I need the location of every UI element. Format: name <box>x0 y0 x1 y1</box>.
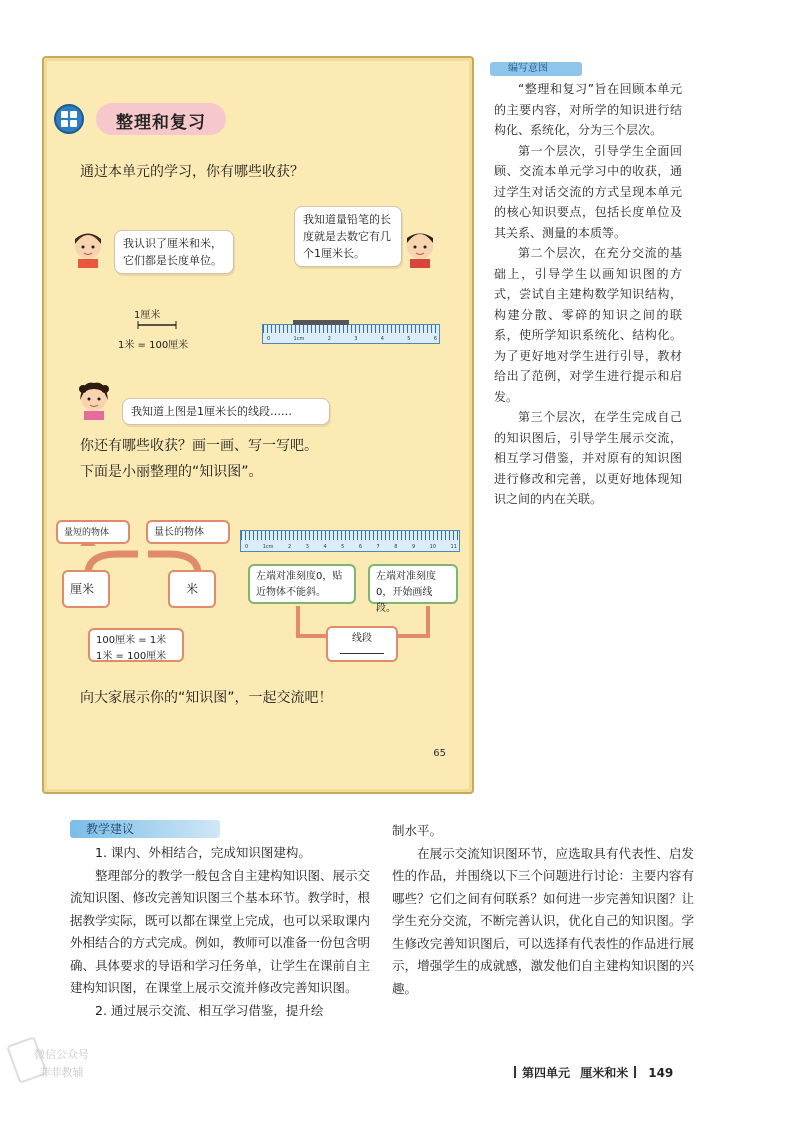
side-note-p1: “整理和复习”旨在回顾本单元的主要内容，对所学的知识进行结构化、系统化，分为三个层次。 <box>494 82 682 137</box>
speech-bubble-girl: 我知道上图是1厘米长的线段…… <box>122 398 330 425</box>
ruler-number: 8 <box>394 544 398 550</box>
ruler-number: 10 <box>429 544 437 550</box>
cm-label: 1厘米 <box>134 310 161 321</box>
side-note <box>494 79 682 510</box>
ruler-number: 0 <box>245 544 249 550</box>
page-footer <box>508 1064 673 1081</box>
ruler-number: 6 <box>358 544 363 550</box>
boy-avatar-icon <box>70 228 106 268</box>
ruler-number: 3 <box>305 544 309 550</box>
grid-icon <box>54 104 84 134</box>
speech-bubble-boy2: 我知道量铅笔的长度就是去数它有几个1厘米长。 <box>294 206 402 267</box>
closing-text: 向大家展示你的“知识图”，一起交流吧！ <box>80 690 333 706</box>
footer-divider <box>634 1066 636 1078</box>
segment-on-ruler <box>293 320 349 325</box>
cm-segment <box>136 321 178 329</box>
ruler-small <box>262 324 440 344</box>
ruler-number: 1cm <box>262 544 274 550</box>
speech-bubble-boy1: 我认识了厘米和米，它们都是长度单位。 <box>114 230 234 274</box>
km-segment-label: 线段 <box>352 633 372 644</box>
textbook-page-number: 65 <box>433 748 446 759</box>
km-relation-1: 100厘米 = 1米 <box>96 635 167 646</box>
textbook-page <box>42 56 474 794</box>
teaching-item1: 1. 课内、外相结合，完成知识图建构。 <box>95 845 311 860</box>
km-segment-line <box>340 653 384 654</box>
km-meter: 米 <box>168 570 216 608</box>
ruler-number: 9 <box>411 544 416 550</box>
side-note-p3: 第二个层次，在充分交流的基础上，引导学生以画知识图的方式，尝试自主建构数学知识结构，构建分散、零碎的知识之间的联系，使所学知识系统化、结构化。为了更好地对学生进行引导，教材给出了范例，对学生进行提示和启发。 <box>494 246 682 404</box>
m-equation: 1米 = 100厘米 <box>118 340 189 351</box>
teaching-item1-body: 整理部分的教学一般包含自主建构知识图、展示交流知识图、修改完善知识图三个基本环节。教学时，根据教学实际，既可以都在课堂上完成，也可以采取课内外相结合的方式完成。例如，教师可以准备一份包含明确、具体要求的导语和学习任务单，让学生在课前自主建构知识图，在课堂上展示交流并修改完善知识图。 <box>70 867 371 995</box>
footer-unit: 第四单元 <box>522 1066 571 1080</box>
km-long-objects: 量长的物体 <box>146 520 230 544</box>
section-title: 整理和复习 <box>96 103 226 135</box>
prompt-example: 下面是小丽整理的“知识图”。 <box>80 464 263 480</box>
km-short-objects: 量短的物体 <box>56 520 130 544</box>
teaching-right-body: 在展示交流知识图环节，应选取具有代表性、启发性的作品，并围绕以下三个问题进行讨论：主要内容有哪些？它们之间有何联系？如何进一步完善知识图？让学生充分交流，不断完善认识，优化自己的知识图。学生修改完善知识图后，可以选择有代表性的作品进行展示，增强学生的成就感，激发他们自主建构知识图的兴趣。 <box>392 845 694 996</box>
boy2-avatar-icon <box>402 228 438 268</box>
ruler-number: 1cm <box>293 336 305 342</box>
side-note-p2: 第一个层次，引导学生全面回顾、交流本单元学习中的收获，通过学生对话交流的方式呈现本单元的核心知识要点，包括长度单位及其关系、测量的本质等。 <box>494 143 682 240</box>
footer-unit-title: 厘米和米 <box>580 1066 629 1080</box>
girl-avatar-icon <box>76 380 112 420</box>
ruler-number: 3 <box>354 336 358 342</box>
ruler-number: 0 <box>267 336 271 342</box>
ruler-number: 2 <box>288 544 292 550</box>
km-relation-2: 1米 = 100厘米 <box>96 651 167 662</box>
km-segment <box>326 626 398 662</box>
ruler-number: 4 <box>323 544 327 550</box>
teaching-item2: 2. 通过展示交流、相互学习借鉴，提升绘 <box>95 1002 324 1018</box>
side-note-heading: 编写意图 <box>490 62 582 76</box>
ruler-big <box>240 530 460 552</box>
teaching-heading: 教学建议 <box>70 820 220 838</box>
ruler-number: 11 <box>450 544 457 550</box>
footer-page-number: 149 <box>648 1066 674 1080</box>
teaching-continue: 制水平。 <box>392 823 443 838</box>
ruler-number: 6 <box>433 336 437 342</box>
footer-divider <box>514 1066 516 1078</box>
ruler-number: 7 <box>376 544 380 550</box>
teaching-left-column <box>70 842 370 1022</box>
km-align-draw: 左端对准刻度0，开始画线段。 <box>368 564 458 604</box>
km-align-measure: 左端对准刻度0，贴近物体不能斜。 <box>248 564 356 604</box>
prompt-text: 通过本单元的学习，你有哪些收获？ <box>80 164 304 180</box>
km-centimeter: 厘米 <box>62 570 110 608</box>
km-relation <box>88 628 184 662</box>
watermark-line2: 菲菲教辅 <box>39 1066 84 1079</box>
prompt-draw: 你还有哪些收获？画一画、写一写吧。 <box>80 438 318 454</box>
teaching-right-column <box>392 820 694 1000</box>
watermark <box>34 1046 89 1082</box>
ruler-number: 4 <box>380 336 384 342</box>
ruler-number: 5 <box>341 544 345 550</box>
watermark-line1: 微信公众号 <box>34 1048 89 1061</box>
ruler-number: 2 <box>327 336 331 342</box>
side-note-p4: 第三个层次，在学生完成自己的知识图后，引导学生展示交流，相互学习借鉴，并对原有的知识图进行修改和完善，以更好地体现知识之间的内在关联。 <box>494 410 682 506</box>
ruler-number: 5 <box>407 336 411 342</box>
